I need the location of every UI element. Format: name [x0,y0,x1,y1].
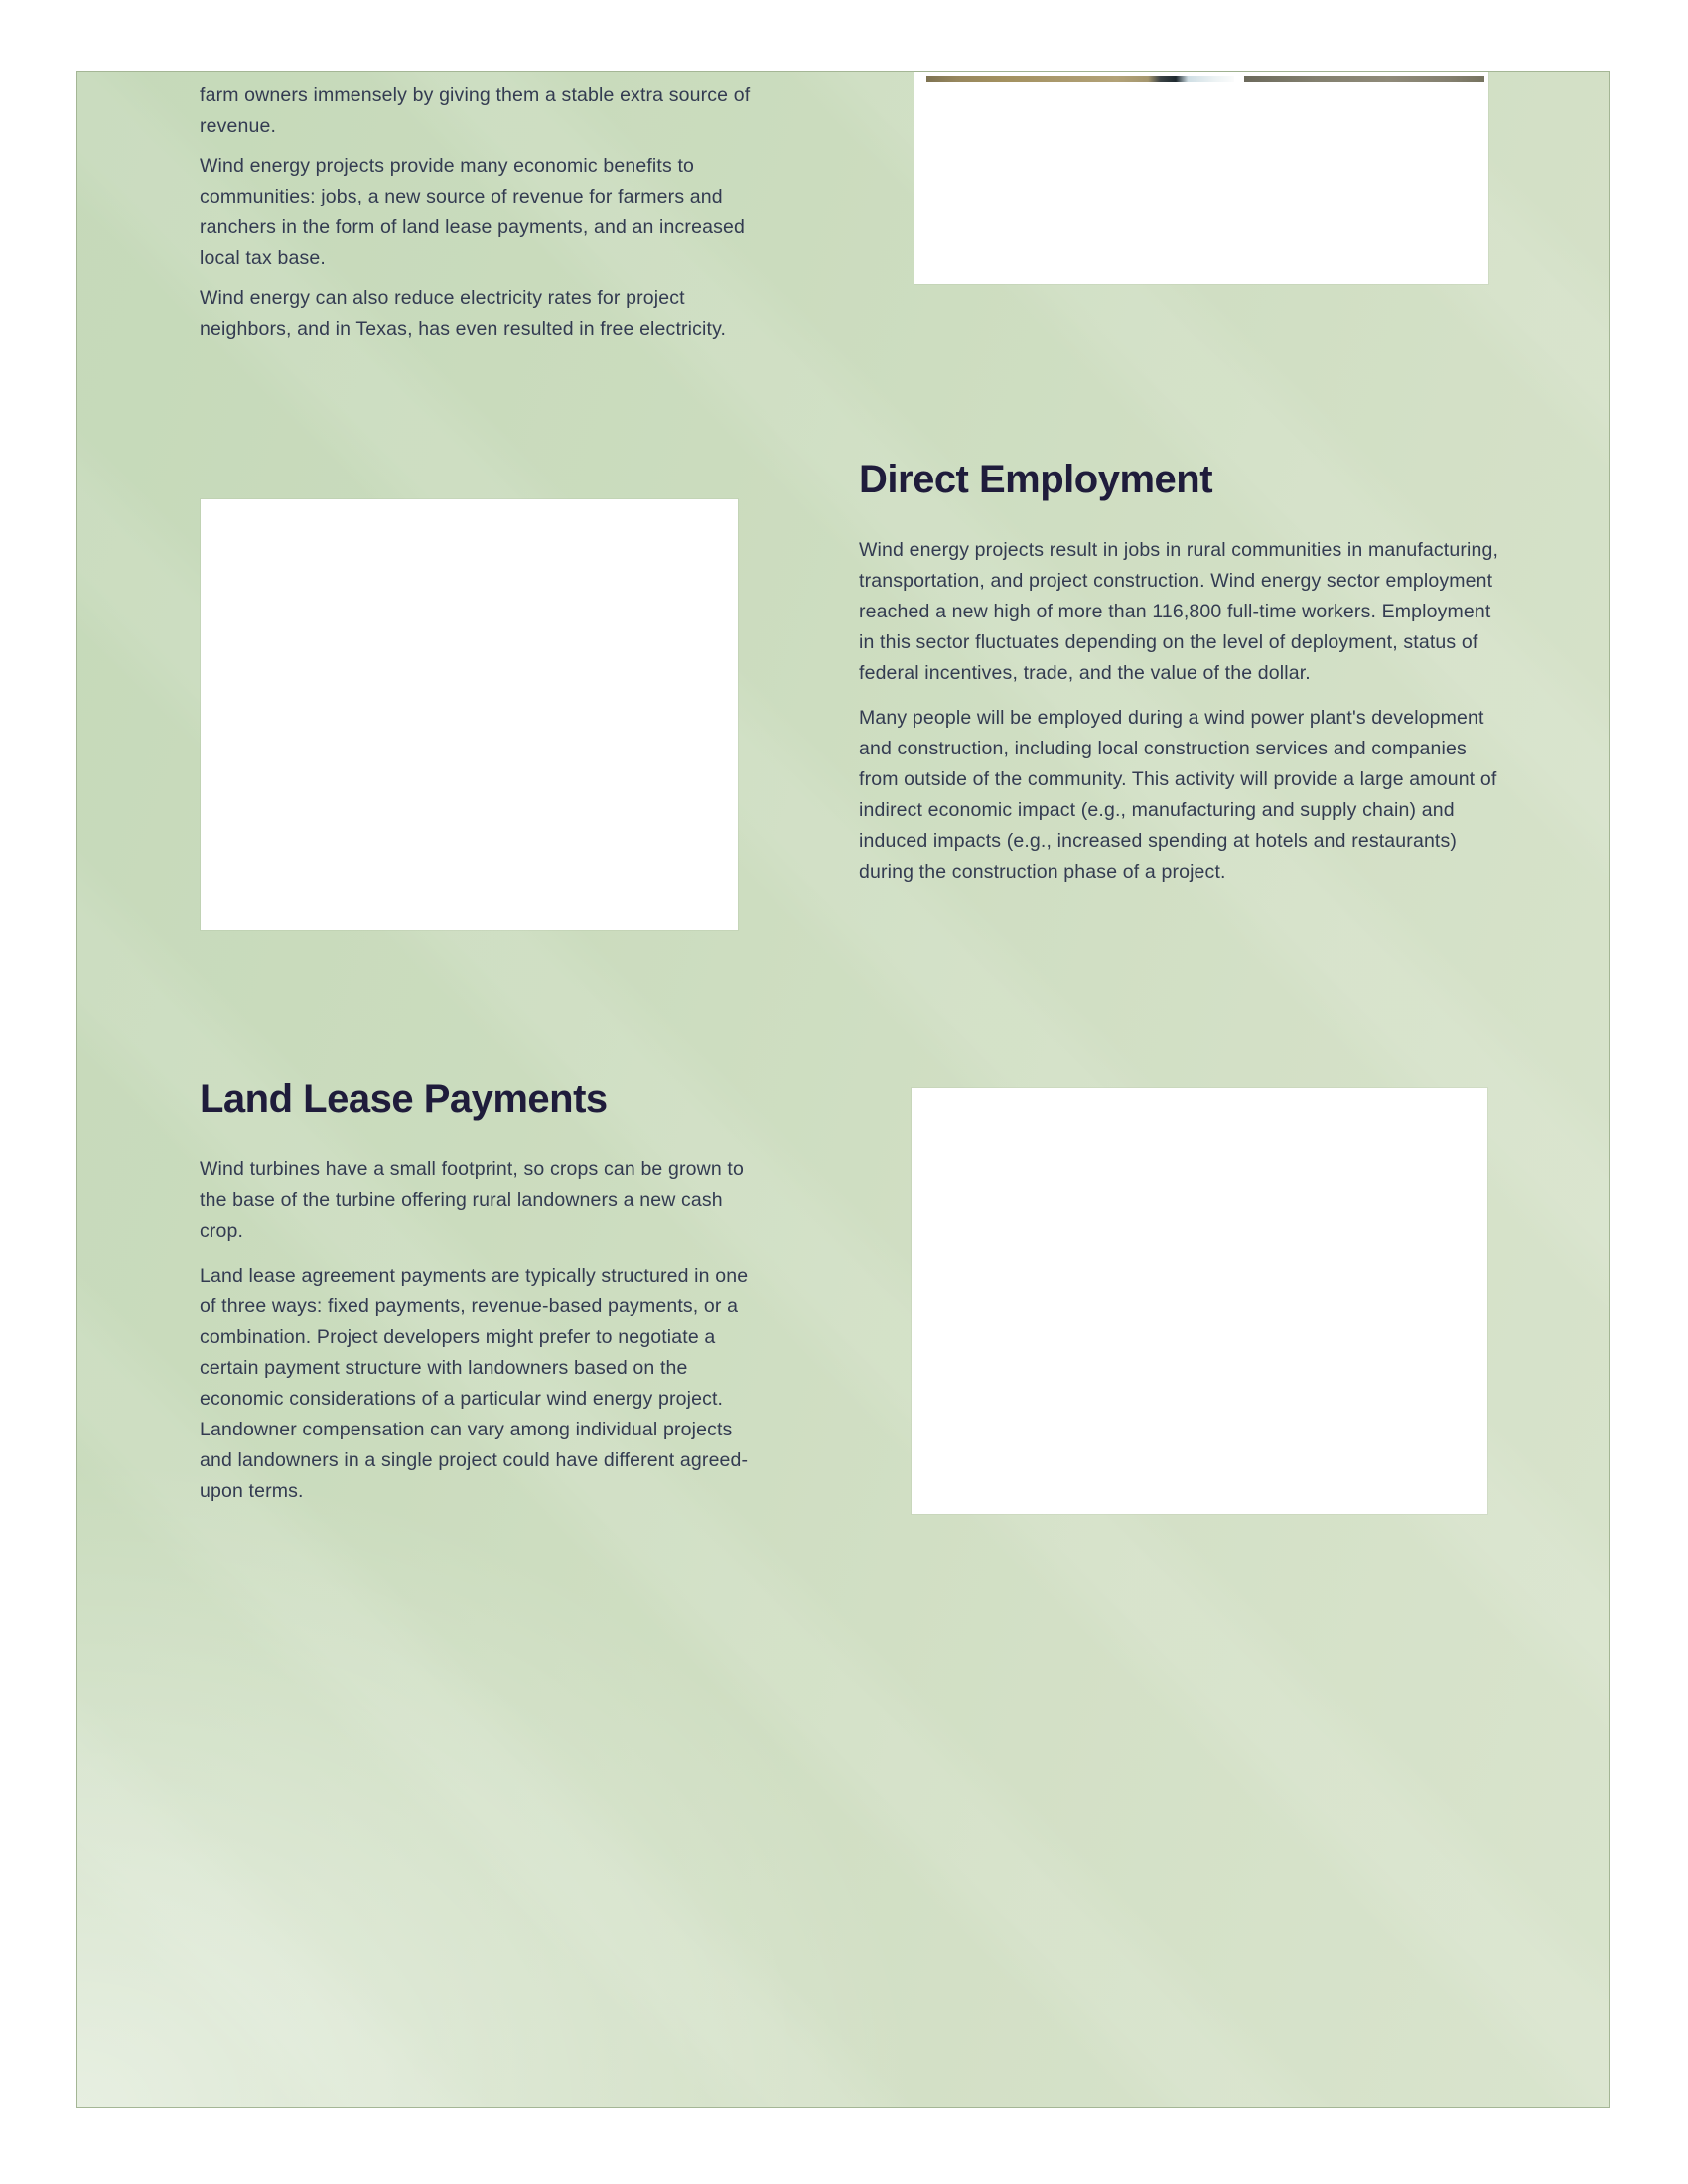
section-paragraph: Land lease agreement payments are typically structured in one of three ways: fixed payments, revenue-based payments, or a combination. Project developers might prefer to negotiate a certain payment structure with landowners based on the economic considerations of a particular wind energy project. Landowner compensation can vary among individual projects and landowners in a single project could have different agreed-upon terms. [200,1265,749,1502]
section-paragraph: Wind energy projects result in jobs in rural communities in manufacturing, transportation, and project construction. Wind energy sector employment reached a new high of more than 116,800 full-time workers. Employment in this sector fluctuates depending on the level of deployment, status of federal incentives, trade, and the value of the dollar. [859,539,1499,684]
intro-paragraph: Wind energy can also reduce electricity rates for project neighbors, and in Texas, has even resulted in free electricity. [200,287,727,340]
section-paragraph: Wind turbines have a small footprint, so crops can be grown to the base of the turbine offering rural landowners a new cash crop. [200,1159,744,1242]
section-paragraph: Many people will be employed during a wind power plant's development and construction, including local construction services and companies from outside of the community. This activity will provide a large amount of indirect economic impact (e.g., manufacturing and supply chain) and induced impacts (e.g., increased spending at hotels and restaurants) during the construction phase of a project. [859,707,1497,883]
intro-paragraph: farm owners immensely by giving them a stable extra source of revenue. [200,84,751,137]
section-land-lease-payments [200,1075,762,1521]
intro-text-block [200,80,762,353]
document-page [76,71,1610,2108]
section-direct-employment [859,456,1506,901]
image-placeholder-middle-left [201,499,738,930]
image-placeholder-top-right [914,72,1488,284]
intro-paragraph: Wind energy projects provide many economic benefits to communities: jobs, a new source of revenue for farmers and ranchers in the form of land lease payments, and an increased local tax base. [200,155,745,269]
section-heading-land-lease-payments: Land Lease Payments [200,1077,608,1121]
section-heading-direct-employment: Direct Employment [859,458,1213,501]
photo-remnant-strip-right [1244,76,1484,82]
photo-remnant-strip-left [926,76,1234,82]
image-placeholder-bottom-right [912,1088,1487,1514]
